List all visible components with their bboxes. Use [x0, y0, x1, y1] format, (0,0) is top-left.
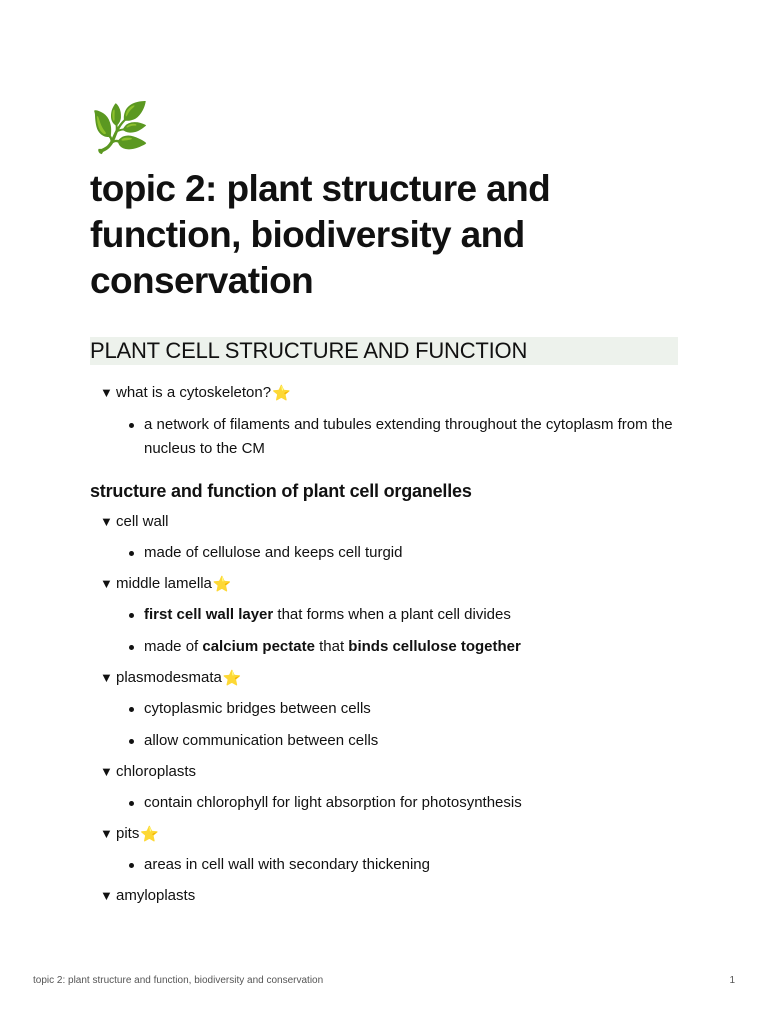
text: that forms when a plant cell divides [273, 606, 511, 624]
toggle-label: amyloplasts [116, 887, 196, 905]
page-footer [33, 975, 735, 986]
text: made of [144, 638, 203, 656]
list-item: cytoplasmic bridges between cells [127, 697, 680, 721]
toggle-label: pits [116, 825, 140, 843]
document-page [90, 100, 680, 906]
list-item: allow communication between cells [127, 729, 680, 753]
star-icon: ⭐ [222, 669, 242, 688]
bullet-list [127, 697, 680, 753]
toggle-label: middle lamella [116, 575, 212, 593]
bullet-list [127, 791, 680, 815]
toggle-arrow-icon[interactable]: ▼ [100, 670, 113, 686]
star-icon: ⭐ [212, 575, 232, 594]
text: that [314, 638, 349, 656]
star-icon: ⭐ [140, 825, 160, 844]
toggle-arrow-icon[interactable]: ▼ [100, 514, 113, 530]
toggle-label: plasmodesmata [116, 669, 222, 687]
bullet-list [127, 413, 680, 461]
bullet-list [127, 603, 680, 659]
toggle-arrow-icon[interactable]: ▼ [100, 576, 113, 592]
toggle-arrow-icon[interactable]: ▼ [100, 764, 113, 780]
toggle-arrow-icon[interactable]: ▼ [100, 826, 113, 842]
footer-title: topic 2: plant structure and function, biodiversity and conservation [33, 975, 324, 986]
toggle-cytoskeleton[interactable] [100, 383, 680, 403]
subheading: structure and function of plant cell organelles [90, 481, 472, 502]
toggle-chloroplasts[interactable] [100, 762, 680, 782]
bold-text: binds cellulose together [348, 638, 521, 656]
toggle-amyloplasts[interactable] [100, 886, 680, 906]
page-number: 1 [729, 975, 735, 986]
list-item [127, 635, 680, 659]
toggle-arrow-icon[interactable]: ▼ [100, 888, 113, 904]
bold-text: calcium pectate [202, 638, 315, 656]
toggle-cell-wall[interactable] [100, 512, 680, 532]
bullet-list [127, 853, 680, 877]
herb-icon: 🌿 [90, 100, 150, 156]
toggle-label: cell wall [116, 513, 169, 531]
list-item: contain chlorophyll for light absorption for photosynthesis [127, 791, 680, 815]
toggle-label: chloroplasts [116, 763, 197, 781]
list-item: a network of filaments and tubules extending throughout the cytoplasm from the nucleus to the CM [127, 413, 680, 461]
toggle-label: what is a cytoskeleton? [116, 384, 272, 402]
toggle-pits[interactable] [100, 824, 680, 844]
list-item [127, 603, 680, 627]
section-heading: PLANT CELL STRUCTURE AND FUNCTION [90, 337, 678, 365]
bold-text: first cell wall layer [144, 606, 274, 624]
toggle-plasmodesmata[interactable] [100, 668, 680, 688]
bullet-list [127, 541, 680, 565]
list-item: made of cellulose and keeps cell turgid [127, 541, 680, 565]
list-item: areas in cell wall with secondary thickening [127, 853, 680, 877]
toggle-arrow-icon[interactable]: ▼ [100, 385, 113, 401]
page-title: topic 2: plant structure and function, biodiversity and conservation [90, 168, 551, 301]
toggle-middle-lamella[interactable] [100, 574, 680, 594]
star-icon: ⭐ [272, 384, 291, 403]
